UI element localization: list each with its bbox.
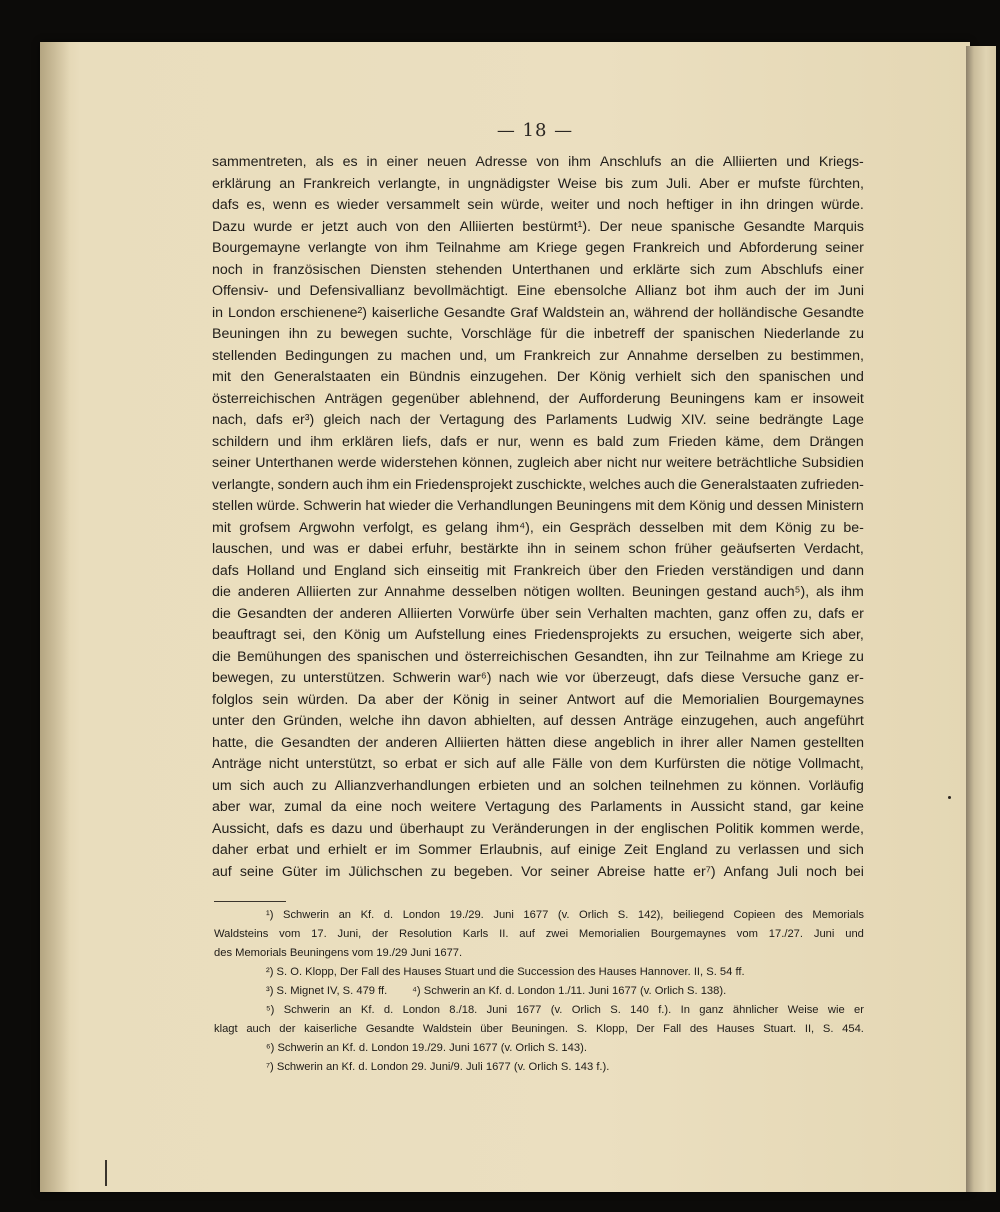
footnote-line: ⁶) Schwerin an Kf. d. London 19./29. Juni 1677 (v. Orlich S. 143). <box>266 1042 587 1054</box>
text-line: mit grofsem Argwohn verfolgt, es gelang ihm⁴), ein Gespräch desselben mit dem König zu be- <box>212 519 864 536</box>
text-line: dafs es, wenn es wieder versammelt sein würde, weiter und noch heftiger in ihn dringen würde. <box>212 197 864 213</box>
text-line: schildern und ihm erklären liefs, dafs er nur, wenn es bald zum Frieden käme, dem Drängen <box>212 433 864 450</box>
text-line: erklärung an Frankreich verlangte, in ungnädigster Weise bis zum Juli. Aber er mufste fürchten, <box>212 175 864 192</box>
margin-mark <box>948 796 951 799</box>
text-line: Dazu wurde er jetzt auch von den Alliierten bestürmt¹). Der neue spanische Gesandte Marquis <box>212 218 864 235</box>
text-line: dafs Holland und England sich einseitig mit Frankreich über den Frieden verständigen und dann <box>212 562 864 579</box>
text-line: daher erbat und erhielt er im Sommer Erlaubnis, auf einige Zeit England zu verlassen und sich <box>212 842 864 858</box>
footnote-line: ¹) Schwerin an Kf. d. London 19./29. Juni 1677 (v. Orlich S. 142), beiliegend Copieen des Memorials <box>266 909 864 921</box>
text-line: Anträge nicht unterstützt, so erbat er sich auf alle Fälle von dem Kurfürsten die nötige Vollmacht, <box>212 756 864 772</box>
text-line: Offensiv- und Defensivallianz bevollmächtigt. Eine ebensolche Allianz bot ihm auch der im Juni <box>212 283 864 299</box>
text-line: österreichischen Anträgen gegenüber ablehnend, der Aufforderung Beuningens kam er insoweit <box>212 390 864 407</box>
footnote-line: ⁵) Schwerin an Kf. d. London 8./18. Juni 1677 (v. Orlich S. 140 f.). In ganz ähnlicher Weise wie er <box>266 1004 864 1016</box>
text-line: verlangte, sondern auch ihm ein Friedensprojekt zuschickte, welches auch die Generalstaaten zufrieden- <box>212 476 864 493</box>
footnote-line: klagt auch der kaiserliche Gesandte Waldstein über Beuningen. S. Klopp, Der Fall des Hauses Stuart. II, S. 454. <box>214 1023 864 1035</box>
next-page-edge <box>966 46 996 1192</box>
footnote-line: ³) S. Mignet IV, S. 479 ff. ⁴) Schwerin an Kf. d. London 1./11. Juni 1677 (v. Orlich S. 138). <box>266 985 727 997</box>
footnote-line: ²) S. O. Klopp, Der Fall des Hauses Stuart und die Succession des Hauses Hannover. II, S. 54 ff. <box>266 966 745 978</box>
body-text <box>212 152 864 883</box>
text-line: hatte, die Gesandten der anderen Alliierten hätten diese angeblich in ihrer aller Namen gestellten <box>212 734 864 751</box>
footnote-rule <box>214 901 286 902</box>
text-line: unter den Gründen, welche ihn davon abhielten, auf dessen Anträge einzugehen, auch angeführt <box>212 713 864 729</box>
page-number: — 18 — <box>496 120 574 141</box>
text-line: in London erschienene²) kaiserliche Gesandte Graf Waldstein an, während der holländische Gesandte <box>212 304 864 321</box>
text-line: mit den Generalstaaten ein Bündnis einzugehen. Der König verhielt sich den spanischen und <box>212 369 864 385</box>
text-line: die Gesandten der anderen Alliierten Vorwürfe über sein Verhalten machten, ganz offen zu, dafs er <box>212 605 864 622</box>
footnote-line: des Memorials Beuningens vom 19./29 Juni 1677. <box>214 947 463 959</box>
text-line: Bourgemayne verlangte von ihm Teilnahme am Kriege gegen Frankreich und Abforderung seiner <box>212 240 864 256</box>
text-line: lauschen, und was er dabei erfuhr, bestärkte ihn in seinem schon früher geäufserten Verdacht, <box>212 541 864 557</box>
text-line: auf seine Güter im Jülichschen zu begeben. Vor seiner Abreise hatte er⁷) Anfang Juli noch bei <box>212 863 864 880</box>
text-line: Aussicht, dafs es dazu und überhaupt zu Veränderungen in der englischen Politik kommen werde, <box>212 820 864 837</box>
text-line: seiner Unterthanen werde widerstehen können, zugleich aber nicht nur weitere beträchtliche Subsidien <box>212 455 864 471</box>
footnote-line: ⁷) Schwerin an Kf. d. London 29. Juni/9. Juli 1677 (v. Orlich S. 143 f.). <box>266 1061 610 1073</box>
text-line: stellenden Bedingungen zu machen und, um Frankreich zur Annahme derselben zu bestimmen, <box>212 347 864 364</box>
text-line: noch in französischen Diensten stehenden Unterthanen und erklärte sich zum Abschlufs einer <box>212 261 864 278</box>
text-line: folglos sein würden. Da aber der König in seiner Antwort auf die Memorialien Bourgemaynes <box>212 691 864 708</box>
footnote-line: Waldsteins vom 17. Juni, der Resolution Karls II. auf zwei Memorialien Bourgemaynes vom 17./27. Juni und <box>214 928 864 940</box>
page-edge-mark <box>105 1160 107 1186</box>
text-line: stellen würde. Schwerin hat wieder die Verhandlungen Beuningens mit dem König und dessen Ministern <box>212 498 864 514</box>
text-line: die Bemühungen des spanischen und österreichischen Gesandten, ihn zur Teilnahme am Kriege zu <box>212 648 864 665</box>
gutter-shadow <box>40 42 70 1192</box>
text-line: beauftragt sei, den König um Aufstellung eines Friedensprojekts zu ersuchen, weigerte sich aber, <box>212 627 864 643</box>
footnotes <box>214 906 864 1077</box>
text-line: um sich auch zu Allianzverhandlungen erbieten und an solchen teilnehmen zu können. Vorläufig <box>212 777 864 794</box>
text-line: die anderen Alliierten zur Annahme desselben nötigen wollten. Beuningen gestand auch⁵), als ihm <box>212 584 864 600</box>
text-line: nach, dafs er³) gleich nach der Vertagung des Parlaments Ludwig XIV. seine bedrängte Lage <box>212 412 864 428</box>
text-line: Beuningen ihn zu bewegen suchte, Vorschläge für die inbetreff der spanischen Niederlande zu <box>212 326 864 342</box>
text-line: sammentreten, als es in einer neuen Adresse von ihm Anschlufs an die Alliierten und Kriegs- <box>212 154 864 170</box>
text-line: aber war, zumal da eine noch weitere Vertagung des Parlaments in Aussicht stand, gar keine <box>212 799 864 815</box>
text-line: bewegen, zu unterstützen. Schwerin war⁶) nach wie vor überzeugt, dafs diese Versuche ganz er- <box>212 670 864 686</box>
